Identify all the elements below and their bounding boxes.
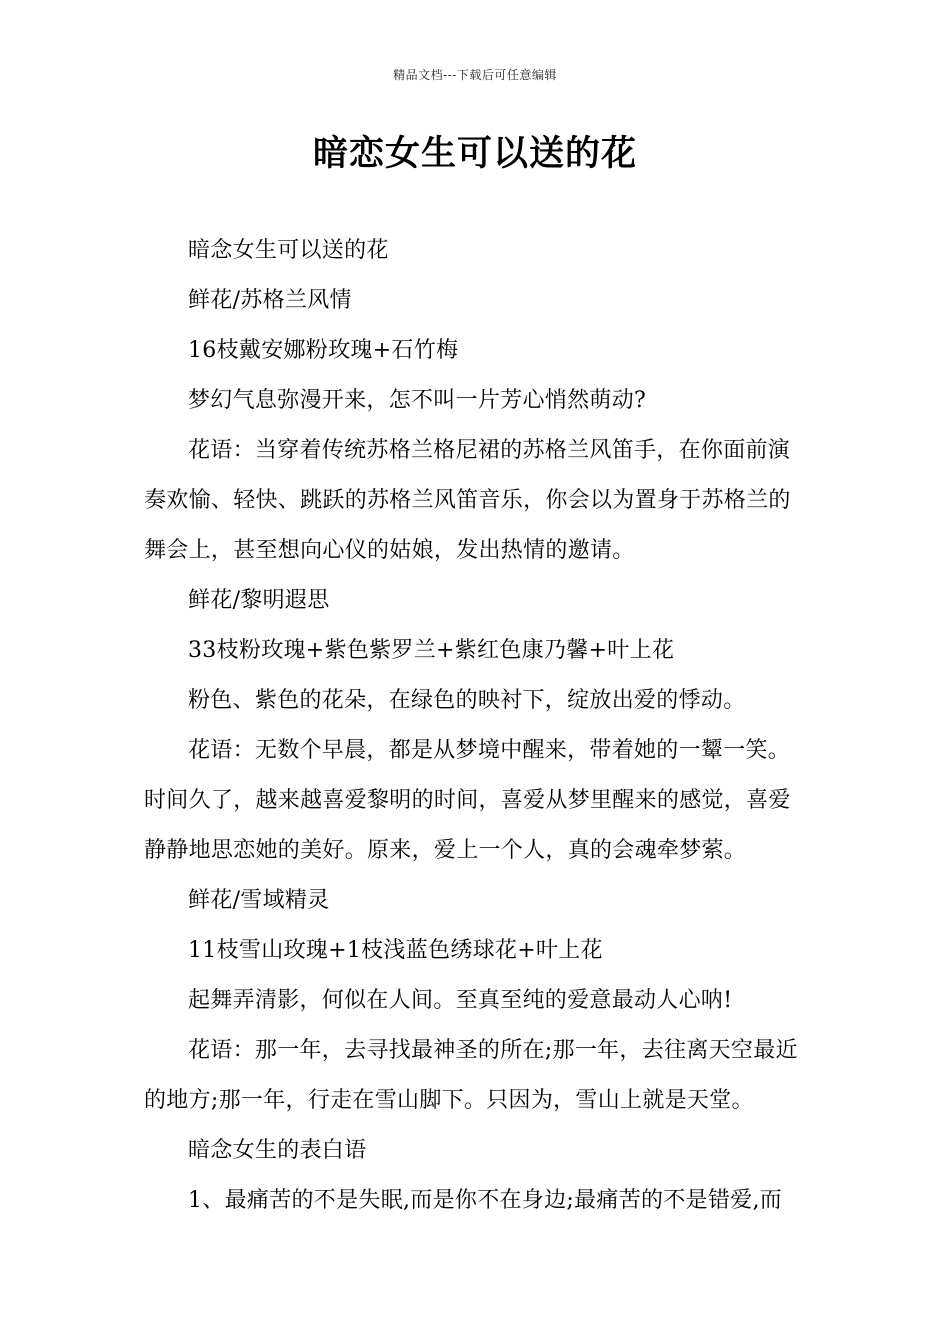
paragraph-flower-1-meaning: 花语：当穿着传统苏格兰格尼裙的苏格兰风笛手，在你面前演奏欢愉、轻快、跳跃的苏格兰风笛音乐，你会以为置身于苏格兰的舞会上，甚至想向心仪的姑娘，发出热情的邀请。 [144, 438, 791, 563]
paragraph-flower-1-name: 鲜花/苏格兰风情 [188, 288, 352, 313]
paragraph-confession-heading: 暗念女生的表白语 [188, 1138, 367, 1163]
paragraph-flower-3-composition: 11枝雪山玫瑰+1枝浅蓝色绣球花+叶上花 [188, 938, 603, 963]
paragraph-flower-1-composition: 16枝戴安娜粉玫瑰+石竹梅 [188, 338, 459, 363]
paragraph-flower-3-description: 起舞弄清影，何似在人间。至真至纯的爱意最动人心呐! [188, 988, 733, 1013]
document-body [144, 226, 808, 1226]
document-title: 暗恋女生可以送的花 [312, 133, 637, 174]
paragraph-flower-3-name: 鲜花/雪域精灵 [188, 888, 330, 913]
paragraph-flower-2-meaning: 花语：无数个早晨，都是从梦境中醒来，带着她的一颦一笑。时间久了，越来越喜爱黎明的时间，喜爱从梦里醒来的感觉，喜爱静静地思恋她的美好。原来，爱上一个人，真的会魂牵梦萦。 [144, 738, 791, 863]
paragraph-flower-3-meaning: 花语：那一年，去寻找最神圣的所在;那一年，去往离天空最近的地方;那一年，行走在雪山脚下。只因为，雪山上就是天堂。 [144, 1038, 798, 1113]
paragraph-flower-1-description: 梦幻气息弥漫开来，怎不叫一片芳心悄然萌动? [188, 388, 647, 413]
paragraph-flower-2-name: 鲜花/黎明遐思 [188, 588, 330, 613]
paragraph-flower-2-description: 粉色、紫色的花朵，在绿色的映衬下，绽放出爱的悸动。 [188, 688, 746, 713]
header-note: 精品文档---下载后可任意编辑 [393, 68, 557, 82]
paragraph-subtitle: 暗念女生可以送的花 [188, 238, 389, 263]
paragraph-flower-2-composition: 33枝粉玫瑰+紫色紫罗兰+紫红色康乃馨+叶上花 [188, 638, 675, 663]
paragraph-confession-1: 1、最痛苦的不是失眠,而是你不在身边;最痛苦的不是错爱,而 [188, 1188, 783, 1213]
